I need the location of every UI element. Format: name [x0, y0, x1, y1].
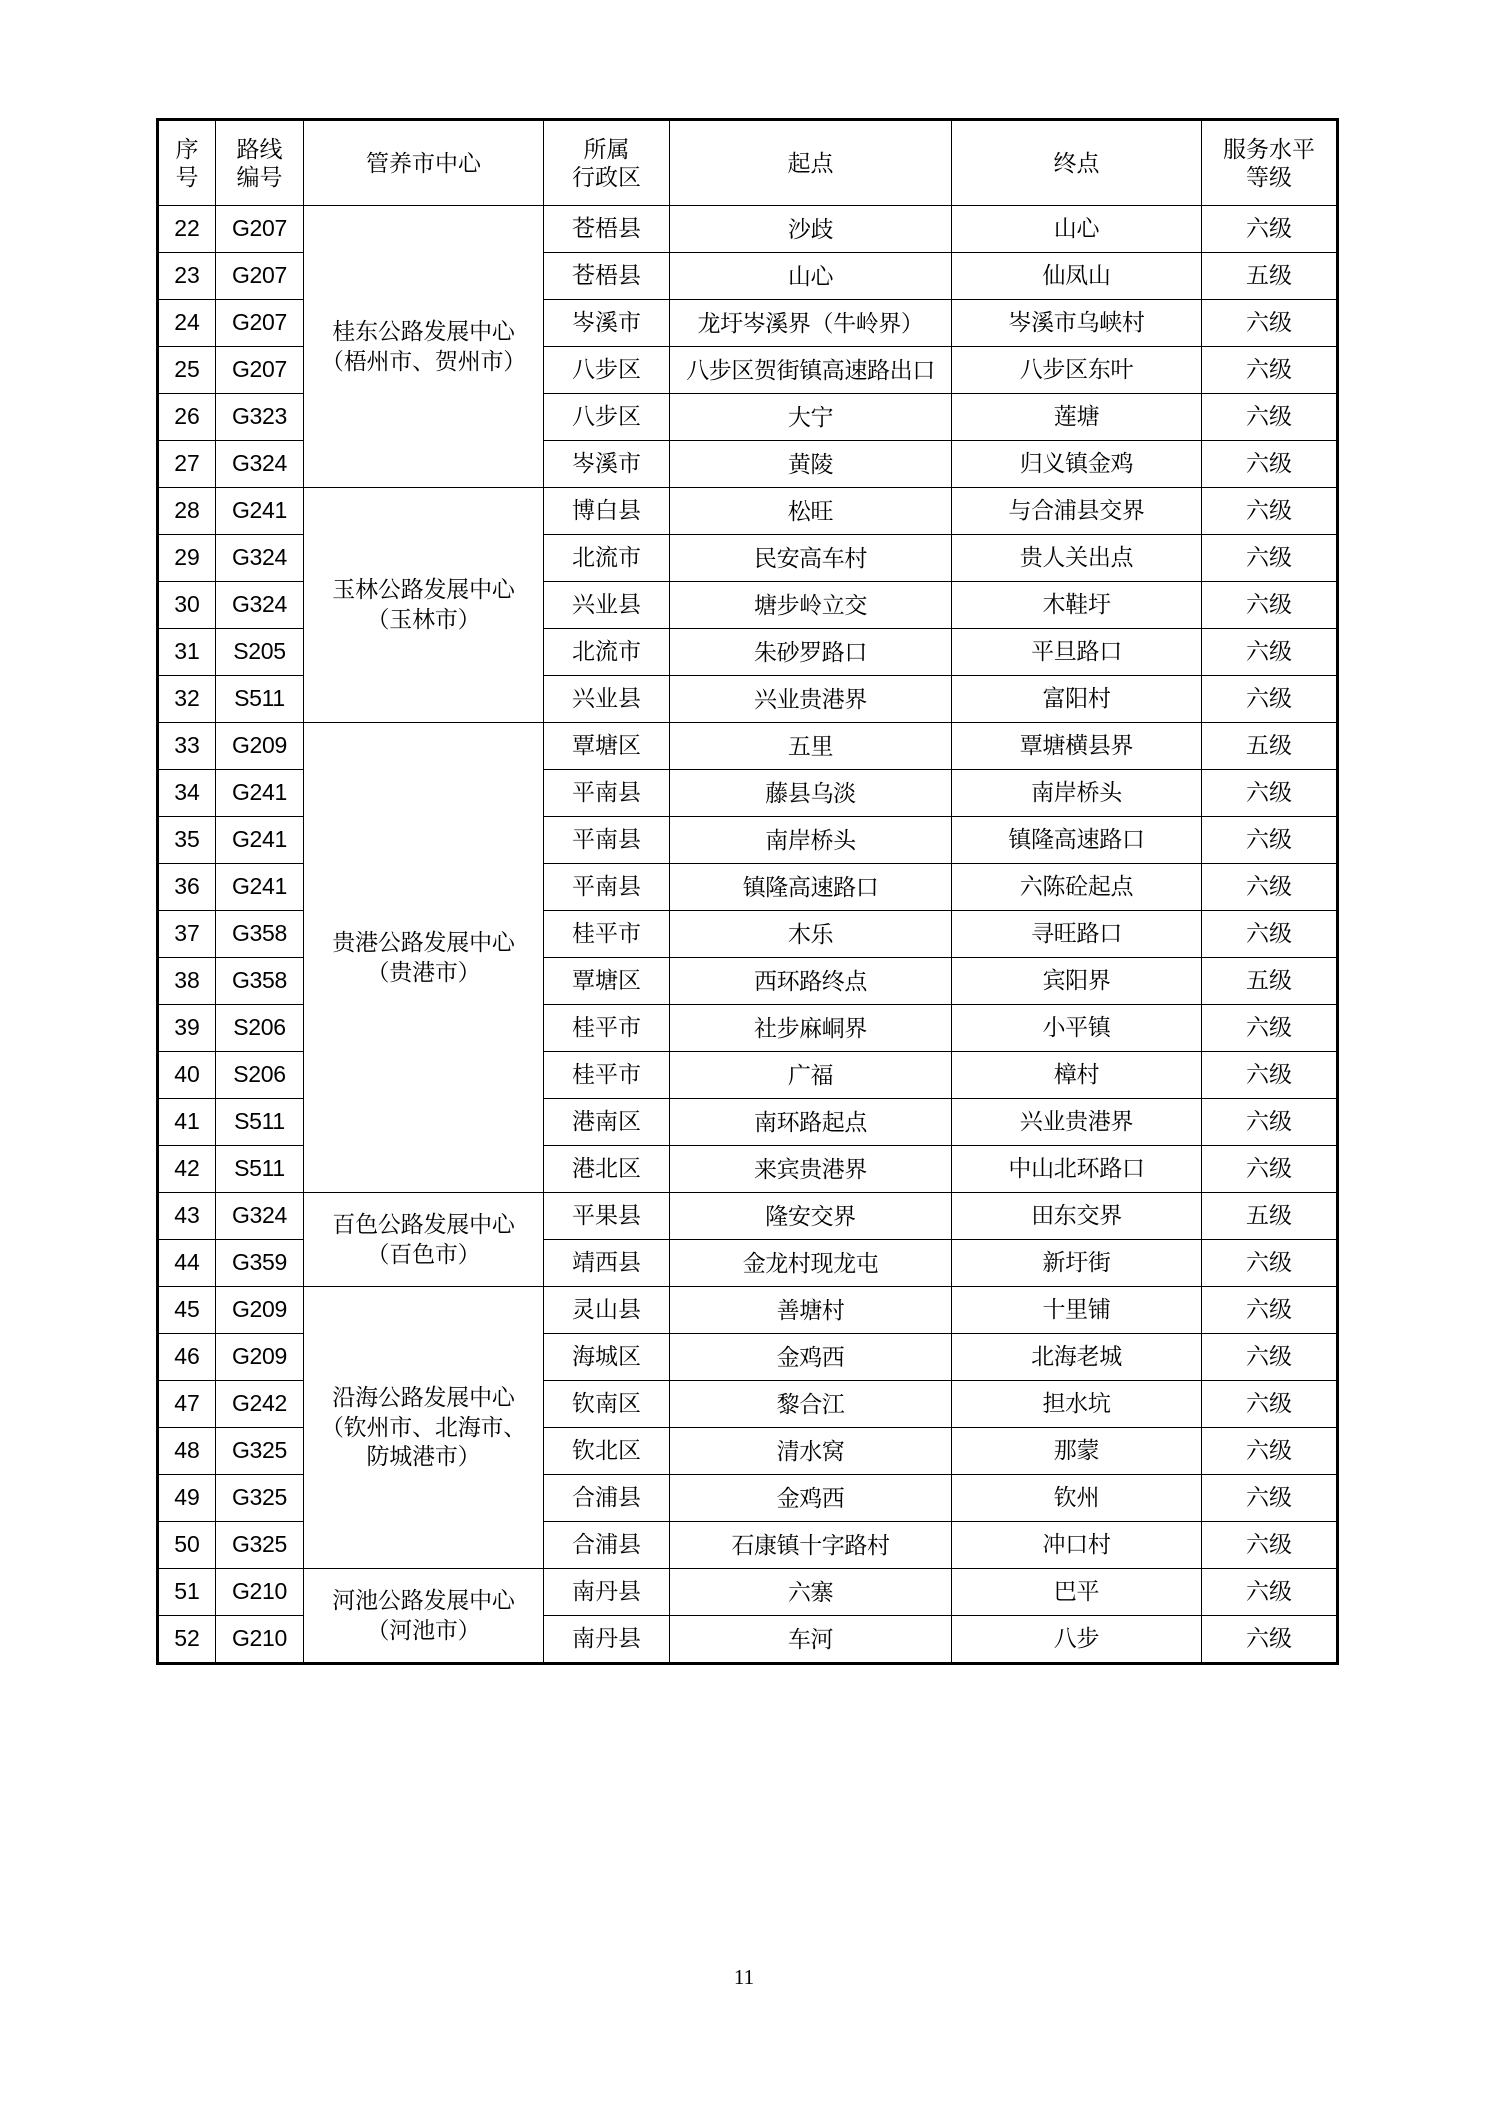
- cell-start-point: 广福: [670, 1052, 952, 1099]
- cell-management-center: [304, 1569, 544, 1664]
- cell-route: G324: [216, 535, 304, 582]
- cell-seq: 41: [158, 1099, 216, 1146]
- cell-start-point: 金鸡西: [670, 1334, 952, 1381]
- cell-end-point: 富阳村: [952, 676, 1202, 723]
- cell-service-level: 六级: [1202, 676, 1338, 723]
- cell-seq: 40: [158, 1052, 216, 1099]
- cell-service-level: 六级: [1202, 1240, 1338, 1287]
- cell-service-level: 六级: [1202, 1616, 1338, 1664]
- cell-management-center: [304, 1193, 544, 1287]
- cell-seq: 44: [158, 1240, 216, 1287]
- table-row: [158, 723, 1338, 770]
- cell-end-point: 中山北环路口: [952, 1146, 1202, 1193]
- cell-district: 苍梧县: [544, 206, 670, 253]
- cell-seq: 39: [158, 1005, 216, 1052]
- cell-end-point: 平旦路口: [952, 629, 1202, 676]
- cell-end-point: 小平镇: [952, 1005, 1202, 1052]
- cell-start-point: 黎合江: [670, 1381, 952, 1428]
- cell-service-level: 六级: [1202, 441, 1338, 488]
- cell-start-point: 金龙村现龙屯: [670, 1240, 952, 1287]
- road-service-level-table: [156, 118, 1339, 1665]
- cell-route: G207: [216, 347, 304, 394]
- cell-district: 平南县: [544, 770, 670, 817]
- column-header-district: [544, 120, 670, 206]
- cell-end-point: 担水坑: [952, 1381, 1202, 1428]
- cell-route: G324: [216, 582, 304, 629]
- cell-end-point: 贵人关出点: [952, 535, 1202, 582]
- cell-start-point: 龙圩岑溪界（牛岭界）: [670, 300, 952, 347]
- column-header-route-line1: 路线: [236, 135, 283, 162]
- cell-district: 合浦县: [544, 1522, 670, 1569]
- cell-district: 桂平市: [544, 1005, 670, 1052]
- cell-route: G242: [216, 1381, 304, 1428]
- cell-district: 岑溪市: [544, 300, 670, 347]
- column-header-seq-line1: 序: [175, 135, 199, 162]
- cell-route: S511: [216, 1146, 304, 1193]
- cell-route: G358: [216, 911, 304, 958]
- cell-end-point: 山心: [952, 206, 1202, 253]
- cell-service-level: 六级: [1202, 1428, 1338, 1475]
- cell-management-center: [304, 488, 544, 723]
- cell-start-point: 南岸桥头: [670, 817, 952, 864]
- cell-start-point: 石康镇十字路村: [670, 1522, 952, 1569]
- cell-route: G325: [216, 1428, 304, 1475]
- cell-start-point: 黄陵: [670, 441, 952, 488]
- cell-start-point: 松旺: [670, 488, 952, 535]
- cell-route: G207: [216, 253, 304, 300]
- cell-district: 灵山县: [544, 1287, 670, 1334]
- cell-service-level: 六级: [1202, 864, 1338, 911]
- column-header-center: 管养市中心: [304, 120, 544, 206]
- cell-start-point: 朱砂罗路口: [670, 629, 952, 676]
- cell-end-point: 北海老城: [952, 1334, 1202, 1381]
- cell-seq: 38: [158, 958, 216, 1005]
- cell-end-point: 那蒙: [952, 1428, 1202, 1475]
- cell-end-point: 镇隆高速路口: [952, 817, 1202, 864]
- cell-end-point: 田东交界: [952, 1193, 1202, 1240]
- column-header-level-line1: 服务水平: [1223, 135, 1315, 162]
- cell-route: G325: [216, 1522, 304, 1569]
- table-row: [158, 1287, 1338, 1334]
- table-header-row: [158, 120, 1338, 206]
- cell-district: 覃塘区: [544, 723, 670, 770]
- cell-service-level: 六级: [1202, 394, 1338, 441]
- cell-seq: 47: [158, 1381, 216, 1428]
- cell-start-point: 木乐: [670, 911, 952, 958]
- cell-start-point: 塘步岭立交: [670, 582, 952, 629]
- cell-seq: 31: [158, 629, 216, 676]
- cell-service-level: 六级: [1202, 770, 1338, 817]
- cell-route: G324: [216, 441, 304, 488]
- cell-start-point: 善塘村: [670, 1287, 952, 1334]
- management-center-line: （贵港市）: [366, 958, 481, 985]
- cell-service-level: 六级: [1202, 1569, 1338, 1616]
- management-center-line: （梧州市、贺州市）: [320, 347, 527, 374]
- cell-management-center: [304, 723, 544, 1193]
- cell-district: 南丹县: [544, 1616, 670, 1664]
- cell-seq: 25: [158, 347, 216, 394]
- cell-district: 平南县: [544, 864, 670, 911]
- cell-end-point: 南岸桥头: [952, 770, 1202, 817]
- cell-route: G241: [216, 488, 304, 535]
- cell-end-point: 新圩街: [952, 1240, 1202, 1287]
- cell-service-level: 六级: [1202, 206, 1338, 253]
- table-row: [158, 488, 1338, 535]
- column-header-start: 起点: [670, 120, 952, 206]
- cell-start-point: 八步区贺街镇高速路出口: [670, 347, 952, 394]
- cell-district: 八步区: [544, 394, 670, 441]
- cell-start-point: 大宁: [670, 394, 952, 441]
- cell-service-level: 六级: [1202, 535, 1338, 582]
- cell-management-center: [304, 1287, 544, 1569]
- cell-end-point: 十里铺: [952, 1287, 1202, 1334]
- management-center-line: 河池公路发展中心: [332, 1586, 515, 1613]
- column-header-district-line2: 行政区: [572, 164, 641, 190]
- cell-service-level: 六级: [1202, 629, 1338, 676]
- cell-route: G209: [216, 1334, 304, 1381]
- cell-service-level: 六级: [1202, 1381, 1338, 1428]
- column-header-level-line2: 等级: [1246, 164, 1292, 190]
- cell-route: G207: [216, 300, 304, 347]
- cell-route: G241: [216, 864, 304, 911]
- column-header-district-line1: 所属: [583, 135, 630, 162]
- cell-service-level: 六级: [1202, 488, 1338, 535]
- cell-seq: 45: [158, 1287, 216, 1334]
- cell-route: S206: [216, 1005, 304, 1052]
- management-center-line: （钦州市、北海市、: [320, 1413, 527, 1440]
- cell-seq: 52: [158, 1616, 216, 1664]
- cell-start-point: 沙歧: [670, 206, 952, 253]
- cell-district: 靖西县: [544, 1240, 670, 1287]
- cell-district: 北流市: [544, 535, 670, 582]
- cell-service-level: 六级: [1202, 1052, 1338, 1099]
- cell-start-point: 藤县乌淡: [670, 770, 952, 817]
- cell-service-level: 六级: [1202, 1334, 1338, 1381]
- column-header-level: [1202, 120, 1338, 206]
- cell-district: 海城区: [544, 1334, 670, 1381]
- cell-end-point: 八步区东叶: [952, 347, 1202, 394]
- cell-end-point: 覃塘横县界: [952, 723, 1202, 770]
- cell-start-point: 来宾贵港界: [670, 1146, 952, 1193]
- cell-start-point: 五里: [670, 723, 952, 770]
- column-header-route: [216, 120, 304, 206]
- cell-start-point: 金鸡西: [670, 1475, 952, 1522]
- cell-route: G209: [216, 1287, 304, 1334]
- cell-management-center: [304, 206, 544, 488]
- cell-end-point: 兴业贵港界: [952, 1099, 1202, 1146]
- cell-district: 桂平市: [544, 1052, 670, 1099]
- cell-route: G207: [216, 206, 304, 253]
- cell-seq: 50: [158, 1522, 216, 1569]
- column-header-route-line2: 编号: [236, 164, 283, 190]
- table-header: [158, 120, 1338, 206]
- cell-service-level: 六级: [1202, 347, 1338, 394]
- cell-seq: 48: [158, 1428, 216, 1475]
- cell-end-point: 归义镇金鸡: [952, 441, 1202, 488]
- cell-route: S511: [216, 676, 304, 723]
- cell-route: G241: [216, 770, 304, 817]
- management-center-line: 防城港市）: [366, 1443, 481, 1470]
- cell-start-point: 南环路起点: [670, 1099, 952, 1146]
- cell-route: G210: [216, 1616, 304, 1664]
- cell-service-level: 六级: [1202, 1099, 1338, 1146]
- cell-service-level: 五级: [1202, 723, 1338, 770]
- cell-seq: 23: [158, 253, 216, 300]
- cell-district: 兴业县: [544, 582, 670, 629]
- cell-service-level: 六级: [1202, 1522, 1338, 1569]
- cell-seq: 26: [158, 394, 216, 441]
- cell-route: S205: [216, 629, 304, 676]
- cell-district: 北流市: [544, 629, 670, 676]
- cell-seq: 22: [158, 206, 216, 253]
- table-row: [158, 1193, 1338, 1240]
- cell-district: 八步区: [544, 347, 670, 394]
- cell-start-point: 社步麻峒界: [670, 1005, 952, 1052]
- cell-end-point: 与合浦县交界: [952, 488, 1202, 535]
- cell-end-point: 巴平: [952, 1569, 1202, 1616]
- cell-end-point: 樟村: [952, 1052, 1202, 1099]
- cell-seq: 34: [158, 770, 216, 817]
- cell-end-point: 冲口村: [952, 1522, 1202, 1569]
- cell-start-point: 山心: [670, 253, 952, 300]
- cell-seq: 24: [158, 300, 216, 347]
- cell-seq: 30: [158, 582, 216, 629]
- cell-seq: 35: [158, 817, 216, 864]
- cell-district: 平果县: [544, 1193, 670, 1240]
- cell-route: G323: [216, 394, 304, 441]
- cell-start-point: 兴业贵港界: [670, 676, 952, 723]
- cell-seq: 32: [158, 676, 216, 723]
- column-header-seq: [158, 120, 216, 206]
- cell-district: 苍梧县: [544, 253, 670, 300]
- cell-end-point: 岑溪市乌峡村: [952, 300, 1202, 347]
- cell-seq: 28: [158, 488, 216, 535]
- cell-end-point: 仙凤山: [952, 253, 1202, 300]
- cell-end-point: 木鞋圩: [952, 582, 1202, 629]
- cell-route: S206: [216, 1052, 304, 1099]
- cell-seq: 29: [158, 535, 216, 582]
- cell-district: 钦南区: [544, 1381, 670, 1428]
- cell-service-level: 六级: [1202, 582, 1338, 629]
- cell-seq: 37: [158, 911, 216, 958]
- cell-seq: 36: [158, 864, 216, 911]
- cell-route: G359: [216, 1240, 304, 1287]
- cell-start-point: 清水窝: [670, 1428, 952, 1475]
- cell-route: G325: [216, 1475, 304, 1522]
- table-row: [158, 206, 1338, 253]
- cell-district: 桂平市: [544, 911, 670, 958]
- cell-service-level: 五级: [1202, 958, 1338, 1005]
- cell-district: 钦北区: [544, 1428, 670, 1475]
- management-center-line: （河池市）: [366, 1616, 481, 1643]
- table-row: [158, 1569, 1338, 1616]
- cell-end-point: 宾阳界: [952, 958, 1202, 1005]
- cell-end-point: 钦州: [952, 1475, 1202, 1522]
- cell-seq: 43: [158, 1193, 216, 1240]
- cell-end-point: 寻旺路口: [952, 911, 1202, 958]
- cell-seq: 49: [158, 1475, 216, 1522]
- cell-start-point: 车河: [670, 1616, 952, 1664]
- cell-route: G210: [216, 1569, 304, 1616]
- column-header-end: 终点: [952, 120, 1202, 206]
- cell-service-level: 六级: [1202, 817, 1338, 864]
- cell-district: 港南区: [544, 1099, 670, 1146]
- cell-district: 港北区: [544, 1146, 670, 1193]
- cell-start-point: 民安高车村: [670, 535, 952, 582]
- page-number: 11: [733, 1965, 755, 1989]
- cell-service-level: 六级: [1202, 1005, 1338, 1052]
- management-center-line: 桂东公路发展中心: [332, 317, 515, 344]
- cell-district: 覃塘区: [544, 958, 670, 1005]
- management-center-line: （百色市）: [366, 1240, 481, 1267]
- cell-district: 南丹县: [544, 1569, 670, 1616]
- cell-seq: 42: [158, 1146, 216, 1193]
- column-header-seq-line2: 号: [175, 164, 199, 190]
- table-body: [158, 206, 1338, 1664]
- cell-service-level: 六级: [1202, 1475, 1338, 1522]
- cell-route: G209: [216, 723, 304, 770]
- cell-route: G358: [216, 958, 304, 1005]
- cell-seq: 46: [158, 1334, 216, 1381]
- cell-district: 兴业县: [544, 676, 670, 723]
- cell-start-point: 六寨: [670, 1569, 952, 1616]
- cell-service-level: 六级: [1202, 911, 1338, 958]
- cell-route: G241: [216, 817, 304, 864]
- cell-seq: 51: [158, 1569, 216, 1616]
- cell-end-point: 六陈砼起点: [952, 864, 1202, 911]
- cell-service-level: 六级: [1202, 1146, 1338, 1193]
- cell-district: 平南县: [544, 817, 670, 864]
- road-service-level-table-wrap: [156, 118, 1336, 1665]
- cell-service-level: 五级: [1202, 1193, 1338, 1240]
- cell-service-level: 六级: [1202, 1287, 1338, 1334]
- management-center-line: 百色公路发展中心: [332, 1210, 515, 1237]
- management-center-line: 沿海公路发展中心: [332, 1383, 515, 1410]
- cell-start-point: 镇隆高速路口: [670, 864, 952, 911]
- cell-seq: 33: [158, 723, 216, 770]
- management-center-line: 玉林公路发展中心: [332, 576, 515, 603]
- management-center-line: 贵港公路发展中心: [332, 928, 515, 955]
- management-center-line: （玉林市）: [366, 606, 481, 632]
- cell-service-level: 五级: [1202, 253, 1338, 300]
- cell-end-point: 八步: [952, 1616, 1202, 1664]
- cell-district: 岑溪市: [544, 441, 670, 488]
- cell-end-point: 莲塘: [952, 394, 1202, 441]
- cell-district: 博白县: [544, 488, 670, 535]
- cell-seq: 27: [158, 441, 216, 488]
- cell-route: G324: [216, 1193, 304, 1240]
- cell-route: S511: [216, 1099, 304, 1146]
- cell-start-point: 隆安交界: [670, 1193, 952, 1240]
- cell-start-point: 西环路终点: [670, 958, 952, 1005]
- cell-district: 合浦县: [544, 1475, 670, 1522]
- cell-service-level: 六级: [1202, 300, 1338, 347]
